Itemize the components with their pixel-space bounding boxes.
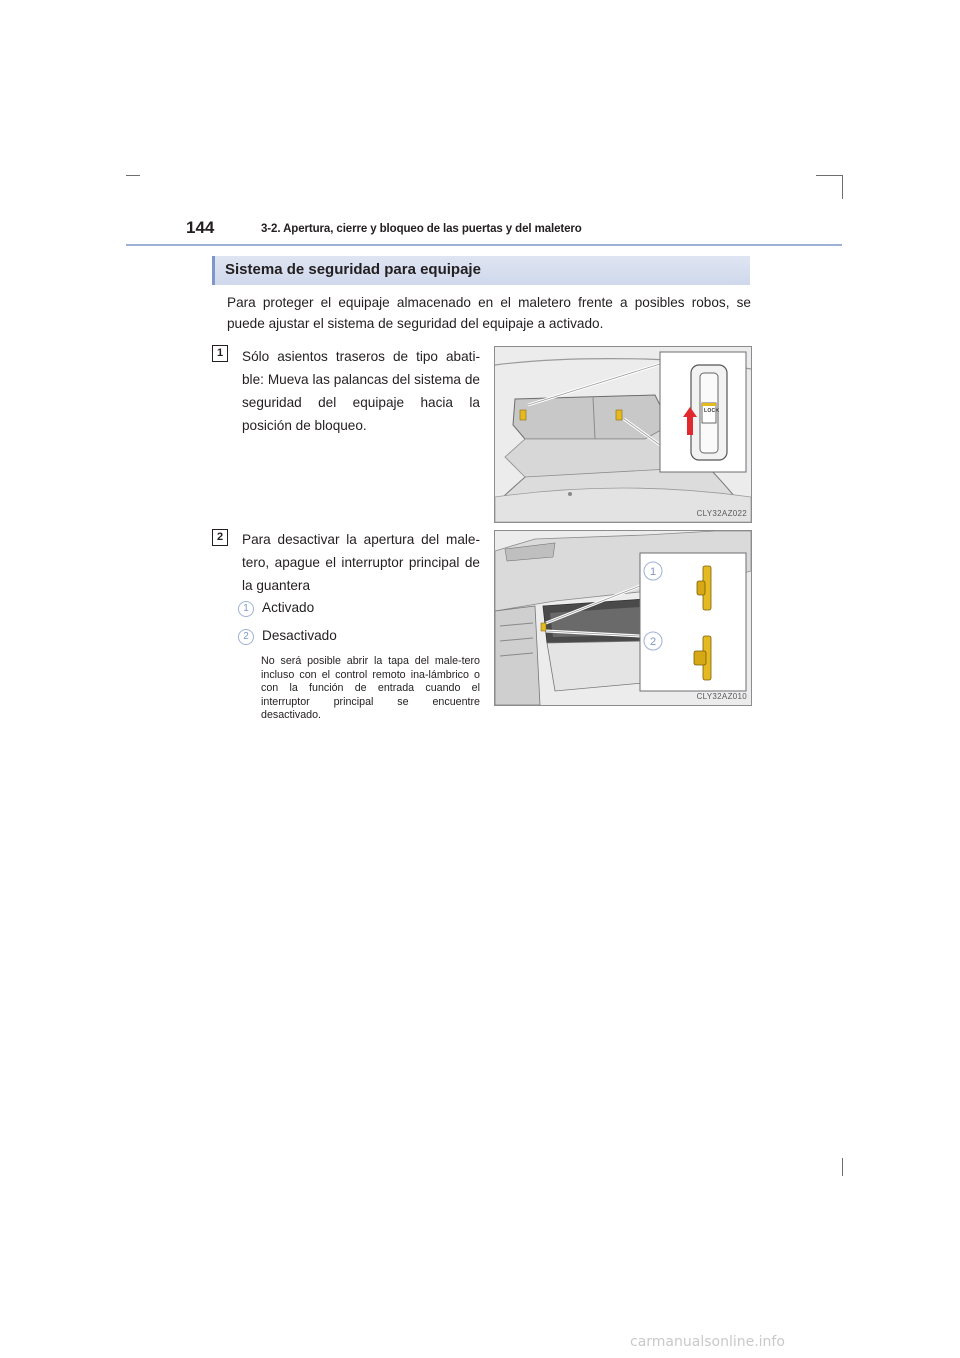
crop-mark — [126, 175, 140, 176]
step-2-badge: 2 — [212, 529, 228, 546]
crop-mark — [842, 1158, 843, 1176]
section-accent — [212, 256, 215, 285]
header-rule — [126, 244, 842, 246]
crop-mark — [816, 175, 843, 176]
crop-mark — [842, 175, 843, 199]
figure-code: CLY32AZ010 — [696, 692, 747, 701]
section-heading — [212, 256, 750, 285]
item-activated — [238, 600, 314, 617]
glovebox-figure — [494, 530, 752, 706]
item-label: Desactivado — [262, 628, 337, 643]
item-number-2: 2 — [238, 629, 254, 645]
chapter-title: 3-2. Apertura, cierre y bloqueo de las puertas y del maletero — [261, 223, 582, 235]
step-2-note: No será posible abrir la tapa del male-tero incluso con el control remoto ina-lámbrico o con la función de entrada cuando el interruptor principal se encuentre desactivado. — [261, 655, 480, 721]
figure-code: CLY32AZ022 — [696, 509, 747, 518]
footer-watermark: carmanualsonline.info — [630, 1334, 785, 1350]
item-deactivated — [238, 628, 337, 645]
step-2-text: Para desactivar la apertura del male-tero, apague el interruptor principal de la guantera — [242, 532, 480, 593]
section-intro: Para proteger el equipaje almacenado en el maletero frente a posibles robos, se puede ajustar el sistema de seguridad del equipaje a activado. — [227, 295, 751, 331]
section-title: Sistema de seguridad para equipaje — [225, 261, 481, 278]
lock-label: LOCK — [704, 408, 720, 414]
step-1-text: Sólo asientos traseros de tipo abati-ble: Mueva las palancas del sistema de seguridad del equipaje hacia la posición de bloqueo. — [242, 349, 480, 433]
step-1-badge: 1 — [212, 345, 228, 362]
item-label: Activado — [262, 600, 315, 615]
trunk-figure — [494, 346, 752, 523]
trunk-illustration — [495, 347, 751, 522]
item-number-1: 1 — [238, 601, 254, 617]
glovebox-illustration — [495, 531, 751, 705]
svg-text:2: 2 — [649, 636, 657, 648]
page-number: 144 — [186, 218, 215, 237]
svg-text:1: 1 — [649, 566, 657, 578]
